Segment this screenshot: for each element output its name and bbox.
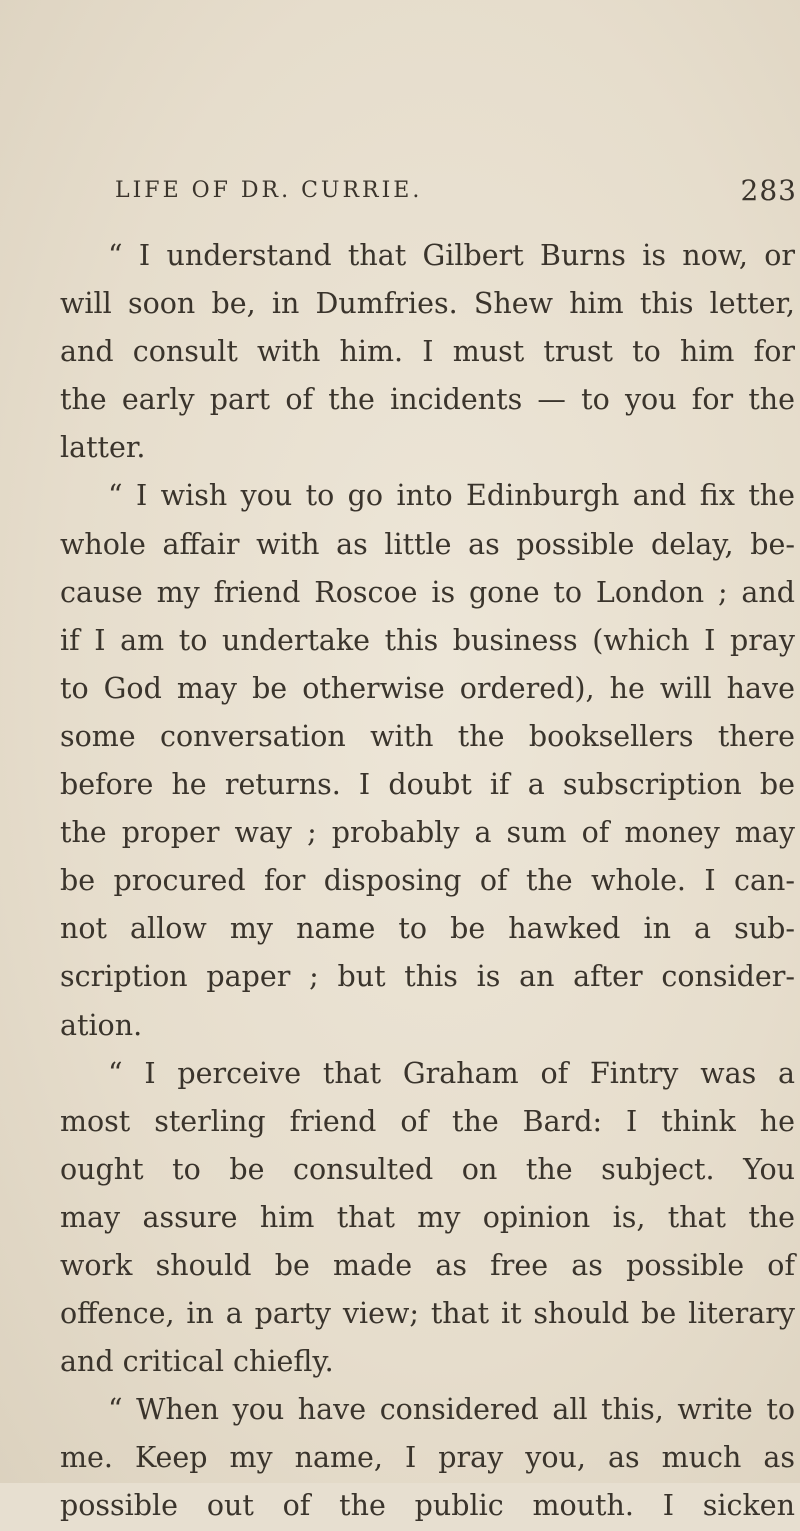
text-line: “ I understand that Gilbert Burns is now, or bbox=[108, 239, 795, 272]
running-title: LIFE OF DR. CURRIE. bbox=[115, 178, 423, 203]
text-line: “ I wish you to go into Edinburgh and fix the bbox=[108, 479, 795, 513]
text-line: some conversation with the booksellers there bbox=[60, 719, 795, 753]
text-line: possible out of the public mouth. I sicken bbox=[60, 1489, 795, 1523]
text-line: whole affair with as little as possible delay, be- bbox=[60, 527, 795, 561]
running-head bbox=[115, 174, 797, 218]
text-line: not allow my name to be hawked in a sub- bbox=[60, 912, 795, 946]
text-line: ation. bbox=[60, 1008, 143, 1042]
text-line: work should be made as free as possible of bbox=[60, 1248, 795, 1282]
text-line: offence, in a party view; that it should be literary bbox=[60, 1297, 795, 1331]
text-line: if I am to undertake this business (which I pray bbox=[60, 623, 795, 657]
text-line: will soon be, in Dumfries. Shew him this letter, bbox=[60, 287, 795, 321]
page-number: 283 bbox=[740, 174, 797, 207]
text-line: before he returns. I doubt if a subscription be bbox=[60, 768, 795, 802]
text-line: scription paper ; but this is an after consider- bbox=[60, 960, 795, 994]
body-text bbox=[60, 232, 795, 1531]
text-line: latter. bbox=[60, 431, 146, 465]
text-line: ought to be consulted on the subject. You bbox=[60, 1152, 795, 1186]
text-line: be procured for disposing of the whole. I can- bbox=[60, 864, 795, 898]
text-line: “ I perceive that Graham of Fintry was a bbox=[108, 1056, 795, 1090]
text-line: and critical chiefly. bbox=[60, 1345, 334, 1379]
text-line: and consult with him. I must trust to him for bbox=[60, 335, 795, 369]
text-line: to God may be otherwise ordered), he will have bbox=[60, 671, 795, 705]
text-line: most sterling friend of the Bard: I think he bbox=[60, 1104, 795, 1138]
text-line: cause my friend Roscoe is gone to London ; and bbox=[60, 575, 795, 609]
text-line: “ When you have considered all this, write to bbox=[108, 1393, 795, 1427]
text-line: the early part of the incidents — to you for the bbox=[60, 383, 795, 417]
text-line: may assure him that my opinion is, that the bbox=[60, 1200, 795, 1234]
text-line: the proper way ; probably a sum of money may bbox=[60, 816, 795, 850]
text-line: me. Keep my name, I pray you, as much as bbox=[60, 1441, 795, 1475]
